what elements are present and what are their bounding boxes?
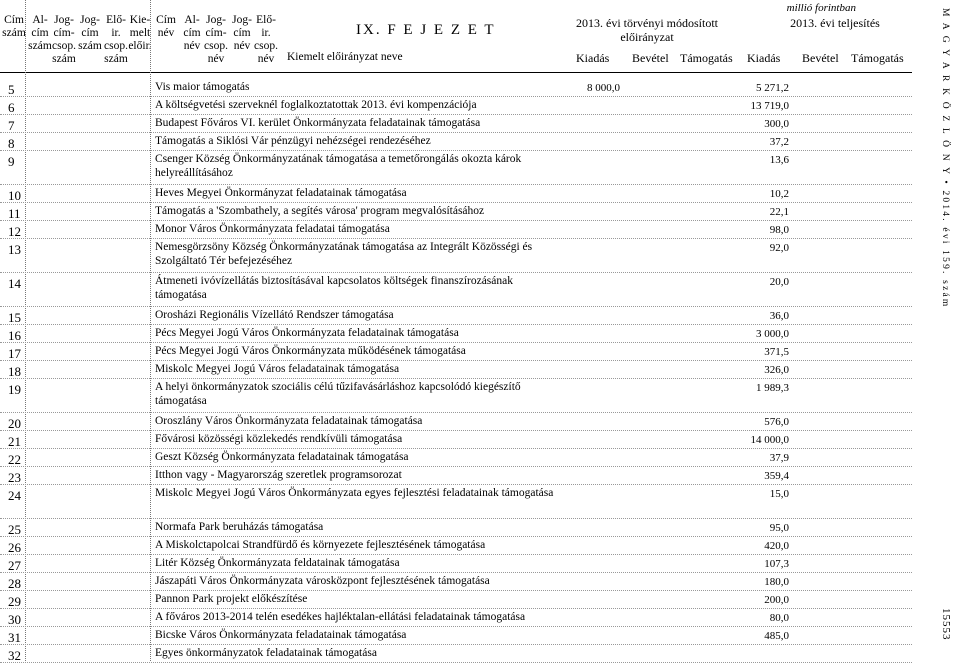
table-row (0, 518, 912, 537)
row-description: Monor Város Önkormányzata feladatai támogatása (155, 223, 390, 235)
row-number: 21 (8, 434, 21, 449)
row-description: A költségvetési szerveknél foglalkoztatottak 2013. évi kompenzációja (155, 99, 477, 111)
row-number: 16 (8, 328, 21, 343)
header-col-1-l2: cím (31, 27, 49, 39)
row-number: 9 (8, 154, 15, 169)
row-number: 10 (8, 188, 21, 203)
row-number: 7 (8, 118, 15, 133)
row-number: 32 (8, 648, 21, 663)
table-row (0, 306, 912, 325)
amount-teljesites-kiadas: 326,0 (764, 364, 789, 376)
subheader-bevetel-1: Bevétel (632, 51, 669, 65)
header-col-extra: név (257, 53, 275, 65)
row-description: Oroszlány Város Önkormányzata feladatainak támogatása (155, 415, 423, 427)
amount-teljesites-kiadas: 14 000,0 (750, 434, 789, 446)
header-col-8-l1: Jog- (206, 14, 226, 26)
row-number: 5 (8, 82, 15, 97)
row-number: 13 (8, 242, 21, 257)
amount-teljesites-kiadas: 1 989,3 (756, 382, 789, 394)
header-col-2-l1: Jog- (54, 14, 74, 26)
table-row (0, 132, 912, 151)
amount-teljesites-kiadas: 359,4 (764, 470, 789, 482)
row-description: Bicske Város Önkormányzata feladatainak támogatása (155, 629, 407, 641)
amount-teljesites-kiadas: 5 271,2 (756, 82, 789, 94)
header-col-10-l2: ir. (261, 27, 271, 39)
header-col-extra: név (207, 53, 225, 65)
row-description: A főváros 2013-2014 telén esedékes hajléktalan-ellátási feladatainak támogatása (155, 611, 526, 623)
subheader-tamogatas-2: Támogatás (851, 51, 904, 65)
table-row (0, 536, 912, 555)
header-col-2 (52, 14, 76, 53)
row-description: Pannon Park projekt előkészítése (155, 593, 308, 605)
header-col-5-l1: Kie- (129, 14, 151, 26)
header-col-7-l2: cím (183, 27, 201, 39)
table-row (0, 150, 912, 185)
header-col-1 (28, 14, 52, 53)
row-description: Budapest Főváros VI. kerület Önkormányzata feladatainak támogatása (155, 117, 481, 129)
header-col-5-l2: melt (129, 27, 151, 39)
amount-teljesites-kiadas: 37,9 (769, 452, 789, 464)
header-col-1-l3: szám (28, 40, 52, 52)
header-col-8-l2: cím- (205, 27, 227, 39)
table-row (0, 430, 912, 449)
row-description: Heves Megyei Önkormányzat feladatainak támogatása (155, 187, 407, 199)
row-description: Átmeneti ivóvízellátás biztosításával kapcsolatos költségek finanszírozásának támogatása (155, 275, 513, 301)
header-col-8 (204, 14, 228, 53)
header-col-7-l1: Al- (184, 14, 200, 26)
amount-teljesites-kiadas: 80,0 (769, 612, 789, 624)
row-description: Támogatás a 'Szombathely, a segítés városa' program megvalósításához (155, 205, 485, 217)
amount-teljesites-kiadas: 98,0 (769, 224, 789, 236)
table-row (0, 484, 912, 519)
amount-teljesites-kiadas: 22,1 (769, 206, 789, 218)
subheader-kiadas-2: Kiadás (747, 51, 781, 65)
table-row (0, 220, 912, 239)
row-description: Pécs Megyei Jogú Város Önkormányzata feladatainak támogatása (155, 327, 459, 339)
amount-teljesites-kiadas: 36,0 (769, 310, 789, 322)
table-row (0, 626, 912, 645)
amount-teljesites-kiadas: 13,6 (769, 154, 789, 166)
header-col-7-l3: név (183, 40, 201, 52)
group-header-teljesites-line1: 2013. évi teljesítés (790, 16, 880, 30)
header-rule (0, 72, 912, 73)
header-col-4 (104, 14, 128, 53)
row-description: Jászapáti Város Önkormányzata városközpont fejlesztésének támogatása (155, 575, 490, 587)
header-col-10 (254, 14, 278, 53)
table-header (0, 0, 912, 70)
amount-teljesites-kiadas: 180,0 (764, 576, 789, 588)
row-description: Miskolc Megyei Jogú Város feladatainak támogatása (155, 363, 400, 375)
table-row (0, 324, 912, 343)
subheader-tamogatas-1: Támogatás (680, 51, 733, 65)
group-header-modositott-line2: előirányzat (620, 30, 674, 44)
amount-teljesites-kiadas: 485,0 (764, 630, 789, 642)
table-row (0, 360, 912, 379)
row-description: A Miskolctapolcai Strandfürdő és környezete fejlesztésének támogatása (155, 539, 486, 551)
header-col-0-l1: Cím (4, 14, 24, 26)
table-row (0, 96, 912, 115)
amount-teljesites-kiadas: 20,0 (769, 276, 789, 288)
row-number: 25 (8, 522, 21, 537)
amount-teljesites-kiadas: 107,3 (764, 558, 789, 570)
row-number: 15 (8, 310, 21, 325)
row-number: 26 (8, 540, 21, 555)
table-row (0, 78, 912, 97)
header-col-4-l1: Elő- (106, 14, 126, 26)
amount-teljesites-kiadas: 420,0 (764, 540, 789, 552)
chapter-title: IX. F E J E Z E T (356, 22, 496, 38)
table-row (0, 378, 912, 413)
header-col-9 (230, 14, 254, 53)
amount-teljesites-kiadas: 15,0 (769, 488, 789, 500)
row-description: Vis maior támogatás (155, 81, 250, 93)
row-description: Fővárosi közösségi közlekedés rendkívüli támogatása (155, 433, 403, 445)
header-col-extra: szám (104, 53, 128, 65)
table-row (0, 554, 912, 573)
header-col-0-l2: szám (2, 27, 26, 39)
group-header-teljesites (765, 16, 905, 30)
row-description: Támogatás a Siklósi Vár pénzügyi nehézségei rendezéséhez (155, 135, 431, 147)
page-number: 15553 (940, 608, 952, 641)
header-col-9-l1: Jog- (232, 14, 252, 26)
amount-modositott-tamogatas: 8 000,0 (587, 82, 620, 94)
table-row (0, 466, 912, 485)
table-row (0, 342, 912, 361)
amount-teljesites-kiadas: 300,0 (764, 118, 789, 130)
table-row (0, 572, 912, 591)
header-col-4-l3: csop. (104, 40, 128, 52)
row-number: 8 (8, 136, 15, 151)
row-description: Pécs Megyei Jogú Város Önkormányzata működésének támogatása (155, 345, 466, 357)
row-description: Egyes önkormányzatok feladatainak támogatása (155, 647, 377, 659)
header-col-extra: szám (52, 53, 76, 65)
header-col-6-l1: Cím (156, 14, 176, 26)
row-description: Csenger Község Önkormányzatának támogatása a temetőrongálás okozta károk helyreállításához (155, 153, 522, 179)
header-col-9-l2: cím (233, 27, 251, 39)
header-col-6-l2: név (157, 27, 175, 39)
header-col-4-l2: ir. (111, 27, 121, 39)
row-number: 18 (8, 364, 21, 379)
row-number: 22 (8, 452, 21, 467)
row-number: 29 (8, 594, 21, 609)
header-col-5 (128, 14, 152, 53)
header-col-3-l3: szám (78, 40, 102, 52)
header-col-9-l3: név (233, 40, 251, 52)
row-number: 11 (8, 206, 21, 221)
amount-teljesites-kiadas: 95,0 (769, 522, 789, 534)
header-col-8-l3: csop. (204, 40, 228, 52)
publication-title: M A G Y A R K Ö Z L Ö N Y • 2014. évi 159. szám (940, 8, 950, 309)
unit-label: millió forintban (786, 2, 856, 14)
header-col-3-l2: cím (81, 27, 99, 39)
amount-teljesites-kiadas: 13 719,0 (750, 100, 789, 112)
table-row (0, 608, 912, 627)
row-description: Litér Község Önkormányzata feldatainak támogatása (155, 557, 400, 569)
row-number: 20 (8, 416, 21, 431)
table-row (0, 412, 912, 431)
row-number: 6 (8, 100, 15, 115)
header-col-0 (2, 14, 26, 40)
subheader-bevetel-2: Bevétel (802, 51, 839, 65)
row-number: 24 (8, 488, 21, 503)
header-col-7 (180, 14, 204, 53)
header-col-5-l3: előir. (128, 40, 152, 52)
header-col-3 (78, 14, 102, 53)
row-description: A helyi önkormányzatok szociális célú tűzifavásárláshoz kapcsolódó kiegészítő támogatása (155, 381, 521, 407)
table-row (0, 590, 912, 609)
table-row (0, 238, 912, 273)
row-description: Normafa Park beruházás támogatása (155, 521, 324, 533)
row-description: Geszt Község Önkormányzata feladatainak támogatása (155, 451, 409, 463)
header-col-6 (154, 14, 178, 40)
row-number: 28 (8, 576, 21, 591)
amount-teljesites-kiadas: 37,2 (769, 136, 789, 148)
table-row (0, 114, 912, 133)
row-number: 17 (8, 346, 21, 361)
header-col-10-l1: Elő- (256, 14, 276, 26)
row-number: 14 (8, 276, 21, 291)
row-description: Orosházi Regionális Vízellátó Rendszer támogatása (155, 309, 394, 321)
amount-teljesites-kiadas: 10,2 (769, 188, 789, 200)
header-col-2-l2: cím- (53, 27, 75, 39)
table-row (0, 272, 912, 307)
subheader-kiadas-1: Kiadás (576, 51, 610, 65)
row-number: 12 (8, 224, 21, 239)
table-row (0, 644, 912, 663)
header-col-1-l1: Al- (32, 14, 48, 26)
side-margin (938, 8, 956, 648)
table-row (0, 202, 912, 221)
amount-teljesites-kiadas: 576,0 (764, 416, 789, 428)
row-number: 23 (8, 470, 21, 485)
row-description: Itthon vagy - Magyarország szeretlek programsorozat (155, 469, 402, 481)
amount-teljesites-kiadas: 3 000,0 (756, 328, 789, 340)
table-row (0, 448, 912, 467)
row-number: 19 (8, 382, 21, 397)
row-description: Miskolc Megyei Jogú Város Önkormányzata egyes fejlesztési feladatainak támogatása (155, 487, 554, 499)
amount-teljesites-kiadas: 200,0 (764, 594, 789, 606)
table-row (0, 184, 912, 203)
row-number: 30 (8, 612, 21, 627)
amount-teljesites-kiadas: 371,5 (764, 346, 789, 358)
row-description: Nemesgörzsöny Község Önkormányzatának támogatása az Integrált Közösségi és Szolgáltató Tér befejezéséhez (155, 241, 533, 267)
group-header-modositott-line1: 2013. évi törvényi módosított (576, 16, 718, 30)
header-col-3-l1: Jog- (80, 14, 100, 26)
amount-teljesites-kiadas: 92,0 (769, 242, 789, 254)
header-col-2-l3: csop. (52, 40, 76, 52)
group-header-modositott (562, 16, 732, 44)
row-number: 31 (8, 630, 21, 645)
row-number: 27 (8, 558, 21, 573)
header-col-10-l3: csop. (254, 40, 278, 52)
kiemelt-header: Kiemelt előirányzat neve (287, 51, 403, 63)
